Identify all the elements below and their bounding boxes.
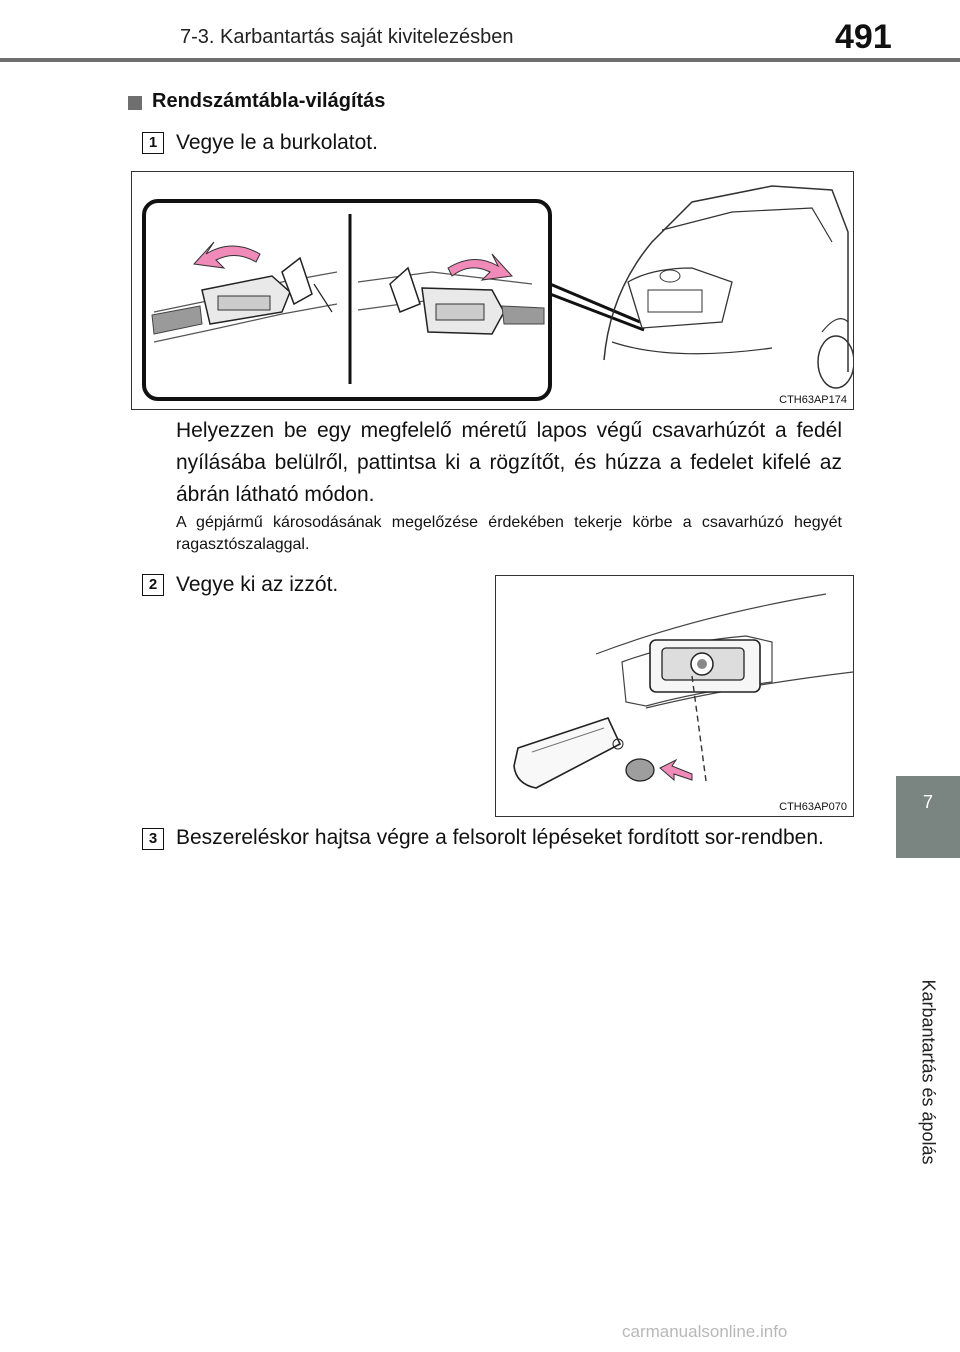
caution-note: A gépjármű károsodásának megelőzése érdekében tekerje körbe a csavarhúzó hegyét ragasztószalaggal. bbox=[176, 514, 842, 553]
license-lamp-cover-illustration bbox=[132, 172, 853, 409]
figure-2-code: CTH63AP070 bbox=[779, 801, 847, 813]
bulb-removal-illustration bbox=[496, 576, 853, 816]
figure-license-lamp-cover bbox=[131, 171, 854, 410]
watermark: carmanualsonline.info bbox=[622, 1322, 788, 1341]
step-number-3: 3 bbox=[142, 828, 164, 850]
step-1-text: Vegye le a burkolatot. bbox=[176, 131, 378, 154]
section-title: 7-3. Karbantartás saját kivitelezésben bbox=[180, 26, 514, 48]
figure-1-code: CTH63AP174 bbox=[779, 394, 847, 406]
instruction-paragraph: Helyezzen be egy megfelelő méretű lapos végű csavarhúzót a fedél nyílásába belülről, pattintsa ki a rögzítőt, és húzza a fedelet kifelé az ábrán látható módon. bbox=[176, 419, 842, 506]
step-3-text: Beszereléskor hajtsa végre a felsorolt lépéseket fordított sor-rendben. bbox=[176, 826, 824, 849]
section-heading: Rendszámtábla-világítás bbox=[152, 90, 386, 112]
step-number-1: 1 bbox=[142, 132, 164, 154]
chapter-number: 7 bbox=[922, 792, 933, 812]
chapter-tab bbox=[896, 776, 960, 858]
page-number: 491 bbox=[835, 18, 892, 56]
figure-bulb-removal bbox=[495, 575, 854, 817]
chapter-title: Karbantartás és ápolás bbox=[918, 979, 939, 1165]
step-2-text: Vegye ki az izzót. bbox=[176, 573, 339, 596]
header-rule bbox=[0, 58, 960, 62]
heading-bullet-icon bbox=[128, 96, 142, 110]
step-number-2: 2 bbox=[142, 574, 164, 596]
